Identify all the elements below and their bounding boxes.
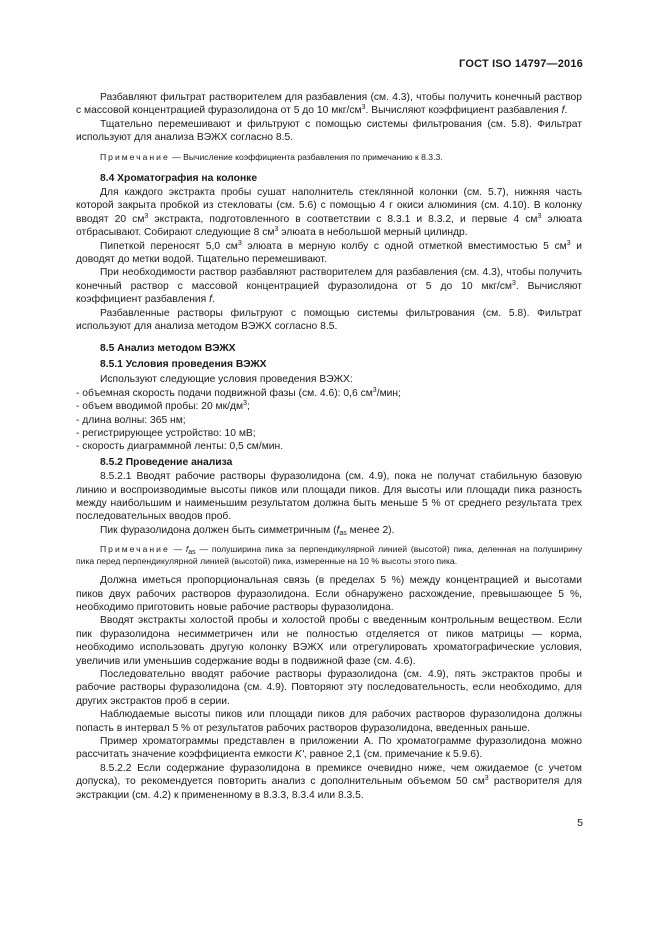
paragraph: При необходимости раствор разбавляют растворителем для разбавления (см. 4.3), чтобы получить конечный раствор с массовой концентрацией фуразолидона от 5 до 10 мкг/$см^3$. Вычисляют коэффициент разбавления f. <box>76 267 582 306</box>
paragraph: Должна иметься пропорциональная связь (в пределах 5 %) между концентрацией и высотами пиков двух рабочих растворов фуразолидона. Если обнаружено расхождение, превышающее 5 %, необходимо приготовить новые рабочие растворы фуразолидона. <box>76 575 582 613</box>
section-heading-8-4: 8.4 Хроматография на колонке <box>100 172 258 184</box>
paragraph: Пик фуразолидона должен быть симметричным ($f_{as}$ менее 2). <box>100 524 395 537</box>
list-item: - длина волны: 365 нм; <box>76 414 186 426</box>
paragraph: 8.5.2.2 Если содержание фуразолидона в премиксе очевидно ниже, чем ожидаемое (с учетом допуска), то рекомендуется повторить анализ с дополнительным объемом 50 $см^3$ растворителя для экстракции (см. 4.2) к примененному в 8.3.3, 8.3.4 или 8.3.5. <box>76 762 582 801</box>
section-heading-8-5-2: 8.5.2 Проведение анализа <box>100 456 233 468</box>
list-item: - объемная скорость подачи подвижной фазы (см. 4.6): 0,6 $см^3$/мин; <box>76 386 401 399</box>
section-heading-8-5-1: 8.5.1 Условия проведения ВЭЖХ <box>100 358 267 370</box>
list-item: - скорость диаграммной ленты: 0,5 см/мин. <box>76 441 284 453</box>
list-item: - объем вводимой пробы: 20 $мк/дм^3$; <box>76 400 250 413</box>
paragraph: Вводят экстракты холостой пробы и холостой пробы с введенным контрольным веществом. Если пик фуразолидона несимметричен или не полностью отделяется от пиков матрицы — корма, необходимо использовать другую колонку ВЭЖХ или отрегулировать хроматографические условия, увеличив или уменьшив содержание воды в подвижной фазе (см. 4.6). <box>76 615 582 667</box>
document-header: ГОСТ ISO 14797—2016 <box>459 58 583 70</box>
paragraph: Последовательно вводят рабочие растворы фуразолидона (см. 4.9), пять экстрактов пробы и рабочие растворы фуразолидона (см. 4.9). Повторяют эту последовательность, если необходимо, для других экстрактов проб в серии. <box>76 669 582 707</box>
note: Примечание — $f_{as}$ — полуширина пика за перпендикулярной линией (высотой) пика, деленная на полуширину пика перед перпендикулярной линией (высотой) пика, измеренные на 10 % высоты этого пика. <box>76 544 582 567</box>
note: Примечание — Вычисление коэффициента разбавления по примечанию к 8.3.3. <box>100 151 443 162</box>
page-body <box>76 91 582 802</box>
section-heading-8-5: 8.5 Анализ методом ВЭЖХ <box>100 342 236 354</box>
page-number: 5 <box>577 817 583 829</box>
paragraph: 8.5.2.1 Вводят рабочие растворы фуразолидона (см. 4.9), пока не получат стабильную базовую линию и воспроизводимые высоты пиков или площади пиков. Для высоты или площади пика разность между наибольшим и наименьшим результатом должна быть меньше 5 % от среднего результата трех последовательных вводов проб. <box>76 471 582 523</box>
paragraph: Тщательно перемешивают и фильтруют с помощью системы фильтрования (см. 5.8). Фильтрат используют для анализа ВЭЖХ согласно 8.5. <box>76 118 582 144</box>
paragraph: Для каждого экстракта пробы сушат наполнитель стеклянной колонки (см. 5.7), нижняя часть которой закрыта пробкой из стекловаты (см. 5.6) с помощью 4 г окиси алюминия (см. 4.10). В колонку вводят 20 $см^3$ экстракта, подготовленного в соответствии с 8.3.1 и 8.3.2, и первые 4 $см^3$ элюата отбрасывают. Собирают следующие 8 $см^3$ элюата в небольшой мерный цилиндр. <box>76 187 582 239</box>
list-item: - регистрирующее устройство: 10 мВ; <box>76 427 256 439</box>
paragraph: Пример хроматограммы представлен в приложении А. По хроматограмме фуразолидона можно рассчитать значение коэффициента емкости K', равное 2,1 (см. примечание к 5.9.6). <box>76 736 582 761</box>
paragraph: Пипеткой переносят 5,0 $см^3$ элюата в мерную колбу с одной отметкой вместимостью 5 $см^3$ и доводят до метки водой. Тщательно перемешивают. <box>76 239 582 266</box>
paragraph: Разбавляют фильтрат растворителем для разбавления (см. 4.3), чтобы получить конечный раствор с массовой концентрацией фуразолидона от 5 до 10 мкг/$см^3$. Вычисляют коэффициент разбавления f. <box>76 92 582 117</box>
paragraph: Разбавленные растворы фильтруют с помощью системы фильтрования (см. 5.8). Фильтрат используют для анализа методом ВЭЖХ согласно 8.5. <box>76 307 582 333</box>
paragraph: Наблюдаемые высоты пиков или площади пиков для рабочих растворов фуразолидона должны попасть в интервал 5 % от результатов рабочих растворов фуразолидона, введенных раньше. <box>76 709 582 734</box>
conditions-list <box>76 387 582 454</box>
paragraph: Используют следующие условия проведения ВЭЖХ: <box>100 374 353 386</box>
